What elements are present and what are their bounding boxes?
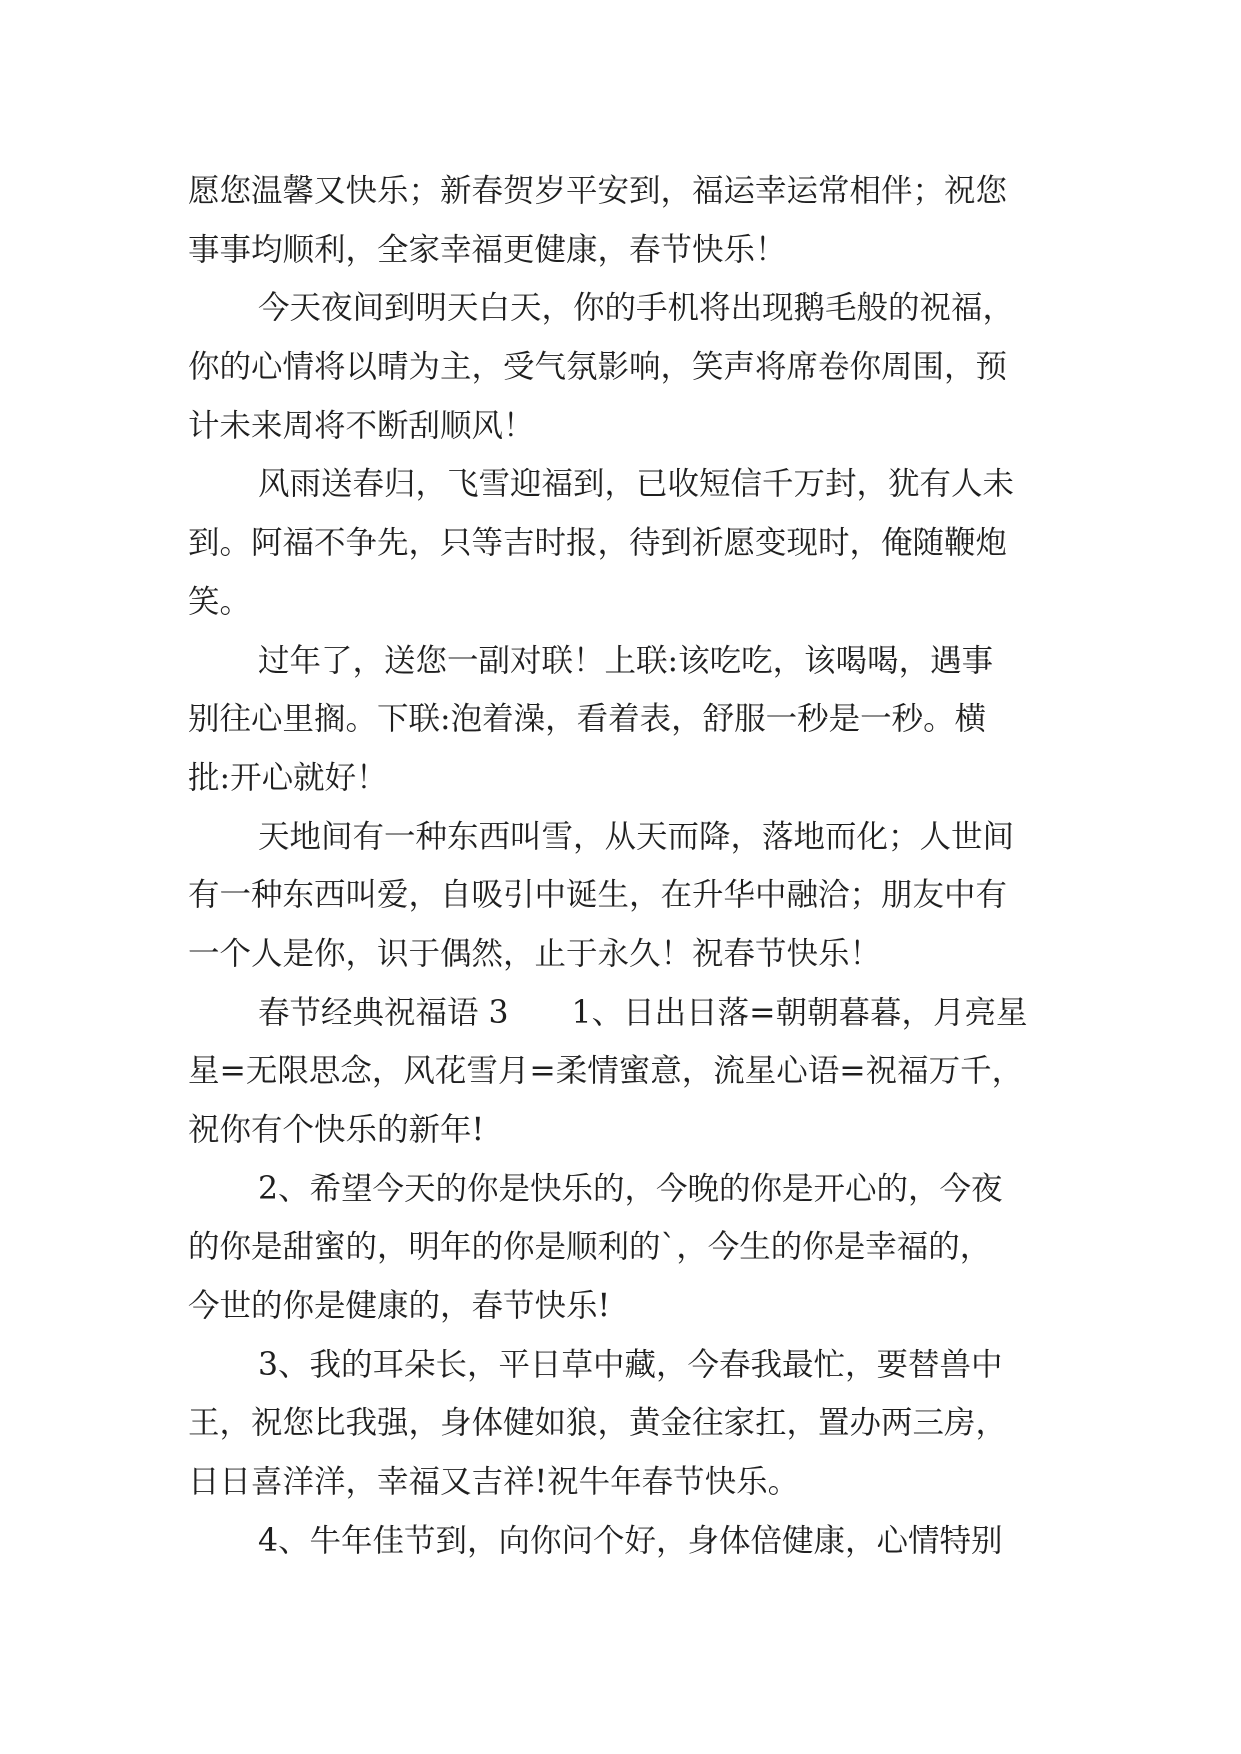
text-line-1: 愿您温馨又快乐；新春贺岁平安到，福运幸运常相伴；祝您 <box>188 173 1008 209</box>
text-line-12: 天地间有一种东西叫雪，从天而降，落地而化；人世间 <box>258 818 1015 855</box>
text-line-2: 事事均顺利，全家幸福更健康，春节快乐！ <box>188 231 787 268</box>
text-line-21: 3、我的耳朵长，平日草中藏，今春我最忙，要替兽中 <box>258 1346 1003 1383</box>
text-line-4: 你的心情将以晴为主，受气氛影响，笑声将席卷你周围，预 <box>188 349 1008 386</box>
text-line-17: 祝你有个快乐的新年! <box>188 1112 485 1148</box>
text-line-7: 到。阿福不争先，只等吉时报，待到祈愿变现时，俺随鞭炮 <box>188 525 1008 562</box>
text-line-14: 一个人是你，识于偶然，止于永久！祝春节快乐！ <box>188 935 882 972</box>
text-line-8: 笑。 <box>188 583 252 620</box>
text-line-22: 王，祝您比我强，身体健如狼，黄金往家扛，置办两三房， <box>188 1405 1008 1442</box>
text-line-16: 星=无限思念，风花雪月=柔情蜜意，流星心语=祝福万千， <box>188 1053 1024 1090</box>
text-line-5: 计未来周将不断刮顺风！ <box>188 407 535 444</box>
text-line-19: 的你是甜蜜的，明年的你是顺利的`，今生的你是幸福的， <box>188 1229 992 1266</box>
text-line-10: 别往心里搁。下联:泡着澡，看着表，舒服一秒是一秒。横 <box>188 701 987 738</box>
text-line-23: 日日喜洋洋，幸福又吉祥!祝牛年春节快乐。 <box>188 1464 800 1501</box>
document-body <box>188 162 1068 1571</box>
text-line-15: 春节经典祝福语 3 1、日出日落=朝朝暮暮，月亮星 <box>258 994 1028 1031</box>
text-line-9: 过年了，送您一副对联！上联:该吃吃，该喝喝，遇事 <box>258 642 994 679</box>
text-line-11: 批:开心就好！ <box>188 759 388 796</box>
text-line-13: 有一种东西叫爱，自吸引中诞生，在升华中融洽；朋友中有 <box>188 877 1008 914</box>
text-line-18: 2、希望今天的你是快乐的，今晚的你是开心的，今夜 <box>258 1170 1003 1207</box>
text-line-6: 风雨送春归，飞雪迎福到，已收短信千万封，犹有人未 <box>258 466 1015 503</box>
text-line-24: 4、牛年佳节到，向你问个好，身体倍健康，心情特别 <box>258 1522 1003 1559</box>
text-line-20: 今世的你是健康的，春节快乐! <box>188 1288 611 1325</box>
text-line-3: 今天夜间到明天白天，你的手机将出现鹅毛般的祝福， <box>258 290 1015 327</box>
